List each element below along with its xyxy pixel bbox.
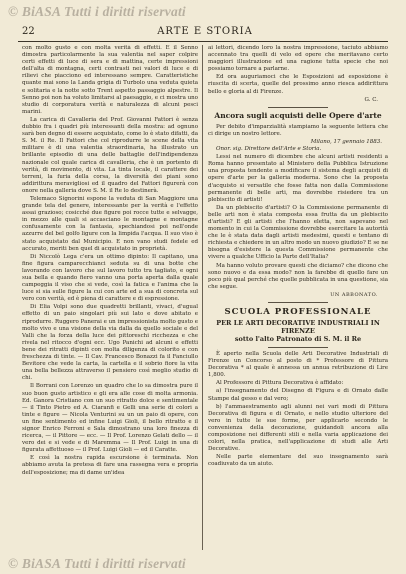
paragraph: E così la nostra rapida escursione è terminata. Non abbiamo avuta la pretesa di fare una rassegna vera e propria dell'esposizione; ma di dame un'idea bbox=[22, 455, 198, 476]
salutation: Onor. sig. Direttore dell'Arte e Storia. bbox=[216, 146, 322, 153]
paragraph: con molto gusto e con molta verità di effetti. E il Senno dimostra particolarmente la sua valentia nel saper colpire certi effetti di luce di sera e di mattina, certe impressioni dell'alta di montagna, certi contrasti nei valori di luce e di rilievi che piacciono ed interessano sempre. Caratteristiche quante mai sono la Landa grigia di Turbolo una veduta quieta e solitaria e la notte sotto Trent aspetto passaggio alpestre. Il Senno poi non ha voluto limitarsi al paesaggio, e ci mostra uno studio di corporatura verità e naturalezza di alcuni pesci marini. bbox=[22, 45, 198, 115]
column-divider bbox=[202, 45, 203, 550]
paragraph: Di Elia Volpi sono due quadretti brillanti, vivaci, d'ugual effetto di un paio singolari più sui lato e dove abitato e riprodurre. Ruggero Panerai e un impressionista molto gusto e molto vivo e una visione della via dalla da quello sociale e del Valli che la forza della luce dei pittoreschi ricchezza e che rivela nel ritocco d'ogni ecc. Ugo Panichi ad alcuni e effetti bene dei ritratti dipinti con molta diligenza di colorito e con freschezza di tinte. — Il Cav. Francesco Bonazzi fa il Fanciullo Bevitore che vede la carta, la cartella e il sobrio fiore la vita una bella bellezza attraverso il pensiero così meglio studio di chi. bbox=[22, 304, 198, 382]
section-divider bbox=[268, 107, 328, 108]
paragraph: Da un plebiscito d'artisti? O la Commissione permanente di belle arti non è stata composta essa frutta da un plebiscito d'artisti? E gli artisti che l'hanno eletta, non sapevano nel momento in cui la Commissione dovrebbe esercitare la autorità che le è stata data dagli artisti medesimi, questi e tentano di richiesta e chiedere in un altro modo un nuovo giudizio? E se ne bisogna d'esistere la questa Commissione permanente che vivere a qualche Ufficio la Parte dell'Italia? bbox=[208, 204, 388, 261]
letter-signature: UN ABBONATO. bbox=[330, 291, 378, 298]
page-number: 22 bbox=[22, 26, 35, 37]
preface: Per debito d'imparzialità stampiamo la seguente lettera che ci dirige un nostro lettore. bbox=[208, 123, 388, 137]
paragraph: ai lettori, dicendo loro la nostra impressione, taciuto abbiamo accennato tra quelli di velo ed opere che meritavano certo maggiori illustrazione ed una ragione tutta specie che noi possiamo tornare a parlarne. bbox=[208, 45, 388, 73]
section-title: Ancora sugli acquisti delle Opere d'arte bbox=[214, 110, 382, 120]
paragraph: Al Professore di Pittura Decorativa è affidato: bbox=[216, 380, 344, 387]
running-title: ARTE E STORIA bbox=[157, 26, 253, 37]
subtitle-line: PER LE ARTI DECORATIVE INDUSTRIALI IN FIRENZE bbox=[216, 319, 380, 335]
author-signature: G. C. bbox=[364, 96, 378, 103]
section-subtitle bbox=[208, 319, 388, 343]
paragraph: a) l'insegnamento del Disegno di Figura e di Ornato dalle Stampe dal gesso e dal vero; bbox=[208, 388, 388, 402]
paragraph: La carica di Cavalleria del Prof. Giovanni Fattori è senza dubbio fra i quadri più interessanti della mostra: ad ognuno sarà ben degno di essere acquistato, come lo è stato difatti, da S. M. il Re. Il Fattori che col riprodurre le scene della vita militare è di una valentia straordinaria, ha illustrato un brillante episodio di una delle battaglie dell'indipendenza nazionale col quale carica di cavalleria, che è un portento di verità, di movimento, di vita. La tinta locale, il carattere dei terreni, la furia della corsa, la diversità dei piani sono addirittura meravigliosi ed il quadro del Fattori figurerà con onore nella galleria dove S. M. il Re lo destinerà. bbox=[22, 116, 198, 194]
dateline: Milano, 17 gennaio 1883. bbox=[310, 138, 382, 145]
watermark-top: © BiASA Tutti i diritti riservati bbox=[8, 4, 186, 19]
paragraph: È aperto nella Scuola delle Arti Decorative Industriali di Firenze un Concorso al posto di * Professore di Pittura Decorativa * al quale è annessa un annua retribuzione di Lire 1,800. bbox=[208, 351, 388, 379]
header-rule bbox=[18, 41, 388, 42]
left-column bbox=[22, 45, 198, 550]
paragraph: Lessi nel numero di dicembre che alcuni artisti residenti a Roma hanno presentato al Ministero della Pubblica Istruzione una proposta tendente a modificare il sistema degli acquisti di opere d'arte per la galleria moderna. Sono che la proposta d'acquisto si versatile che fosse fatta non dalla Commissione permanente di belle arti, ma dovrebbe risiedere tra un plebiscito di artisti! bbox=[208, 154, 388, 203]
subtitle-line: sotto l'alto Patronato di S. M. il Re bbox=[234, 335, 362, 343]
right-column bbox=[208, 45, 388, 550]
paragraph: Di Niccolò Lega c'era un ottimo dipinto: Il capitano, una fine figura camparecchianci seduta su di una botte che lavorando con lavoro che sul lavoro tutto tra tagliato, e ogni sua bella e quando fiero vanno una porta aperta dalla quale campeggia il viso che si vede, così la fatica e l'anima che la luce si sia sulle figure la cui con arte ed a sua di concreta sul vero con verità, ed è piena di carattere e di espressione. bbox=[22, 253, 198, 303]
watermark-bottom: © BiASA Tutti i diritti riservati bbox=[8, 556, 186, 571]
paragraph: Ed ora auguriamoci che le Esposizioni ad esposizione è riuscita di scerta, quelle del prossimo anno riesca addirittura bello e gloria al di Firenze. bbox=[208, 74, 388, 95]
paragraph: Ma hanno voluto provare questi che diciamo? che dicono che sono nuovo e da essa modo? non la farebbe di quello fare un poco più qual perché che quelle pubblicata in una questione, sia che segue. bbox=[208, 262, 388, 290]
section-title: SCUOLA PROFESSIONALE bbox=[224, 307, 372, 317]
page-header bbox=[22, 26, 388, 40]
section-divider bbox=[268, 347, 328, 348]
paragraph: Telemaco Signorini espone la veduta di San Maggiore una grande tela del genere, interessante per la verità e l'effetto assai grazioso; cosicché due figure poi rocce tutte e selvagge, in mezzo alle quali si accasciano le montagne e montagne confusamente con la fantasia, spechiandosi poi nell'onde azzurre del bel golfo ligure con la limpida l'acqua. Il suo viso è stato acquistato dal Municipio. E non vano studi fedele ed accurato, meriti ben quel di acquistato in proprietà. bbox=[22, 195, 198, 252]
paragraph: Nelle parte elementare del suo insegnamento sarà coadiuvato da un aiuto. bbox=[208, 454, 388, 468]
section-divider bbox=[268, 302, 328, 303]
paragraph: b) l'ammaestramento agli alunni nei vari modi di Pittura Decorativa di figura e di Ornato, e nello studio ulteriore del vero in tutte le sue forme, per applicarlo secondo le convenienza della decorazione, guidandoli ancora alla composizione nei differenti stili e nella varia applicazione dei colori, nella pratica, nell'applicazione di studi alle Arti Decorative. bbox=[208, 403, 388, 453]
paragraph: Il Borrani con Lorenzo un quadro che lo sa dimostra pure il suo buon gusto artistico e gli era alle cose di molta armonia. Ed. Ganora Cristiano con un suo ritratto dolce e sentimentale — il Tinto Pietro ed A. Ciaranfi e Gelli una serie di colori a tinte e figure — Nicola Venturini su un un paio di opere, con un fine sentimento ed infine Luigi Gioli, il bello ritratto e il signor Enrico Ferroni e Sala dimostrano una loro finezza di ricerca, — il Pittore — ecc. — Il Prof. Lorenzo Gelati dello — il vero dei e si vede e di Maremma — Il Prof. Luigi in una di figurata affettuoso — il Prof. Luigi Gioli — ed il Caratte. bbox=[22, 383, 198, 454]
